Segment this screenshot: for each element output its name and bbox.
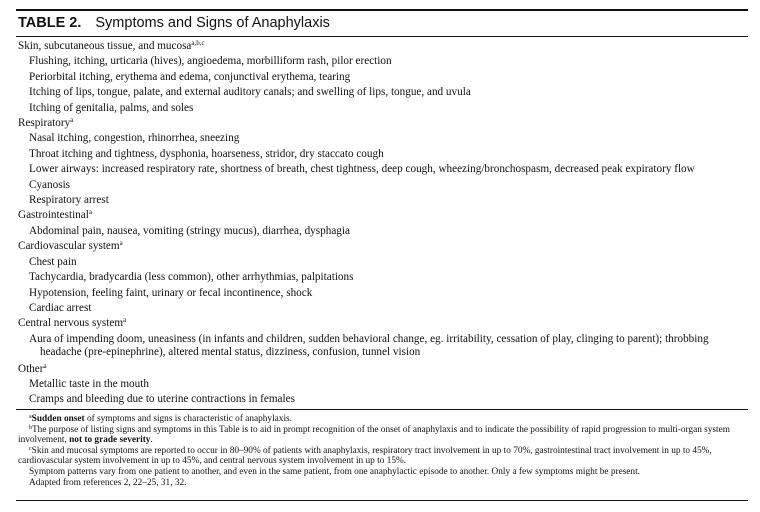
footnote-references: Adapted from references 2, 22–25, 31, 32.	[29, 477, 187, 488]
category-gastrointestinal: Gastrointestinal$^a$	[18, 208, 92, 222]
symptom-item: Aura of impending doom, uneasiness (in infants and children, sudden behavioral change, eg. irritability, cessation of play, clinging to parent); throbbing headache (pre-epinephrine), altered mental status, dizziness, confusion, tunnel vision	[29, 332, 709, 359]
table-body	[18, 39, 748, 408]
symptom-item: Nasal itching, congestion, rhinorrhea, sneezing	[29, 132, 240, 145]
symptom-item: Itching of genitalia, palms, and soles	[29, 101, 194, 114]
footnote-b: $^b$The purpose of listing signs and symptoms in this Table is to aid in prompt recognition of the onset of anaphylaxis and to indicate the possibility of rapid progression to multi-organ system involvement, not to grade severity.	[18, 424, 730, 446]
table-number: TABLE 2.	[18, 15, 82, 31]
symptom-item: Metallic taste in the mouth	[29, 377, 149, 390]
symptom-item: Itching of lips, tongue, palate, and external auditory canals; and swelling of lips, tongue, and uvula	[29, 86, 471, 99]
symptom-item: Periorbital itching, erythema and edema, conjunctival erythema, tearing	[29, 70, 351, 83]
category-cardiovascular: Cardiovascular system$^a$	[18, 239, 123, 253]
symptom-item: Abdominal pain, nausea, vomiting (stringy mucus), diarrhea, dysphagia	[29, 224, 350, 237]
category-other: Other$^a$	[18, 361, 47, 375]
category-cns: Central nervous system$^a$	[18, 316, 127, 330]
symptom-item: Hypotension, feeling faint, urinary or fecal incontinence, shock	[29, 286, 313, 299]
footnotes	[18, 414, 746, 488]
table-title	[18, 15, 330, 35]
header-rule	[16, 36, 748, 37]
symptom-item: Tachycardia, bradycardia (less common), other arrhythmias, palpitations	[29, 271, 354, 284]
bottom-rule	[16, 500, 748, 501]
symptom-item: Lower airways: increased respiratory rate, shortness of breath, chest tightness, deep cough, wheezing/bronchospasm, decreased peak expiratory flow	[29, 163, 695, 176]
category-skin: Skin, subcutaneous tissue, and mucosa$^{a,b,c}$	[18, 39, 205, 52]
footnote-rule	[16, 409, 748, 410]
symptom-item: Respiratory arrest	[29, 194, 109, 207]
symptom-item: Cardiac arrest	[29, 301, 92, 314]
footnote-c: $^c$Skin and mucosal symptoms are reported to occur in 80–90% of patients with anaphylaxis, respiratory tract involvement in up to 70%, gastrointestinal tract involvement in up to 45%, cardiovascular system involvement in up to 45%, and central nervous system involvement in up to 15%.	[18, 445, 712, 467]
footnote-a: $^a$Sudden onset of symptoms and signs is characteristic of anaphylaxis.	[29, 414, 292, 424]
symptom-item: Flushing, itching, urticaria (hives), angioedema, morbilliform rash, pilor erection	[29, 55, 392, 68]
symptom-item: Cramps and bleeding due to uterine contractions in females	[29, 393, 295, 406]
table-title-text: Symptoms and Signs of Anaphylaxis	[95, 15, 330, 31]
top-rule	[16, 9, 748, 11]
category-respiratory: Respiratory$^a$	[18, 116, 74, 130]
symptom-item: Cyanosis	[29, 178, 71, 191]
footnote-symptom-patterns: Symptom patterns vary from one patient to another, and even in the same patient, from one anaphylactic episode to another. Only a few symptoms might be present.	[29, 466, 640, 477]
symptom-item: Throat itching and tightness, dysphonia, hoarseness, stridor, dry staccato cough	[29, 147, 384, 160]
symptom-item: Chest pain	[29, 255, 77, 268]
